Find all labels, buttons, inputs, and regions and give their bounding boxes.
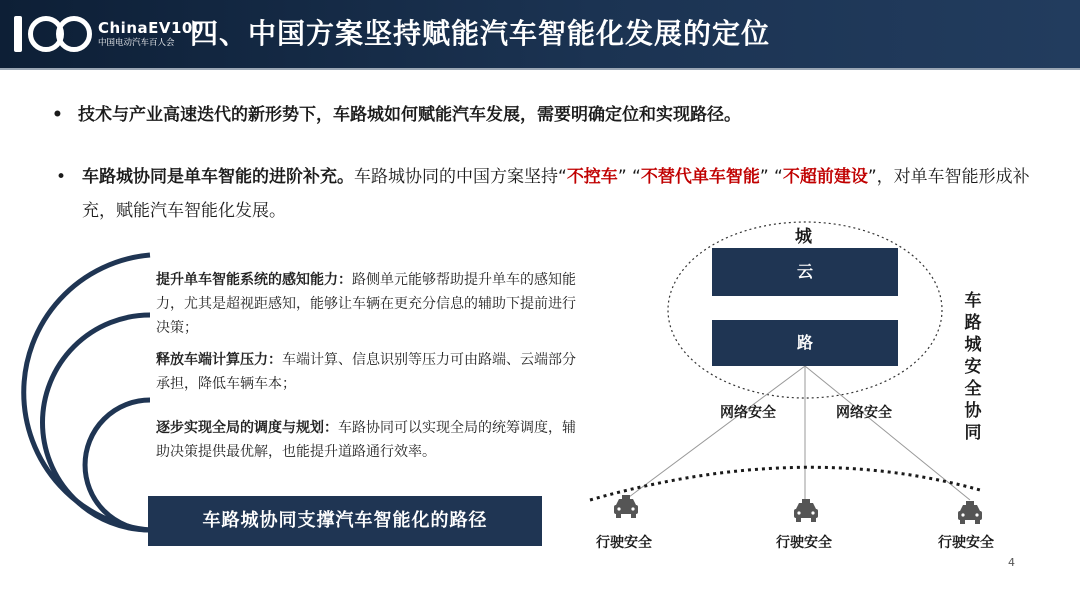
network-security-right: 网络安全	[836, 405, 892, 421]
cloud-box: 云	[712, 248, 898, 296]
link-line	[625, 366, 805, 500]
network-security-left: 网络安全	[720, 405, 776, 421]
highlight-1: 不控车	[566, 167, 618, 187]
highlight-2: 不替代单车智能	[640, 167, 760, 187]
logo-subtitle: 中国电动汽车百人会	[98, 37, 175, 48]
bullet-1-text: 技术与产业高速迭代的新形势下，车路城如何赋能汽车发展，需要明确定位和实现路径。	[78, 105, 741, 125]
item-1-body: 路侧单元能够帮助提升单车的感知能力，尤其是超视距感知，能够让车辆在更充分信息的辅助下提前进行决策；	[156, 272, 576, 336]
bullet-dot: •	[56, 167, 67, 187]
item-2-head: 释放车端计算压力：	[156, 352, 282, 368]
city-label: 城	[795, 227, 812, 247]
bullet-dot: •	[52, 105, 63, 125]
item-2-body: 车端计算、信息识别等压力可由路端、云端部分承担，降低车辆车本；	[156, 352, 576, 392]
coverage-arc	[590, 467, 980, 500]
path-banner: 车路城协同支撑汽车智能化的路径	[148, 496, 542, 546]
vertical-label: 车路城安全协同	[964, 291, 982, 443]
driving-safety-middle: 行驶安全	[776, 535, 832, 551]
driving-safety-right: 行驶安全	[938, 535, 994, 551]
separator: ” “	[617, 167, 641, 187]
car-icon	[955, 500, 985, 526]
logo-brand: ChinaEV100	[98, 18, 204, 37]
separator: ” “	[759, 167, 783, 187]
driving-safety-left: 行驶安全	[596, 535, 652, 551]
page-title: 四、中国方案坚持赋能汽车智能化发展的定位	[190, 17, 771, 50]
road-box: 路	[712, 320, 898, 366]
bullet-2-lead: 车路城协同是单车智能的进阶补充。	[82, 167, 354, 187]
car-icon	[791, 498, 821, 524]
car-icon	[611, 494, 641, 520]
page-number: 4	[1008, 556, 1015, 569]
bullet-2-text: 车路城协同的中国方案坚持“	[354, 167, 567, 187]
item-3-body: 车路协同可以实现全局的统筹调度，辅助决策提供最优解，也能提升道路通行效率。	[156, 420, 576, 460]
bullet-2-tail: ”，对单车智能形成补充，赋能汽车智能化发展。	[82, 167, 1030, 221]
highlight-3: 不超前建设	[782, 167, 868, 187]
item-1-head: 提升单车智能系统的感知能力：	[156, 272, 352, 288]
item-3-head: 逐步实现全局的调度与规划：	[156, 420, 338, 436]
